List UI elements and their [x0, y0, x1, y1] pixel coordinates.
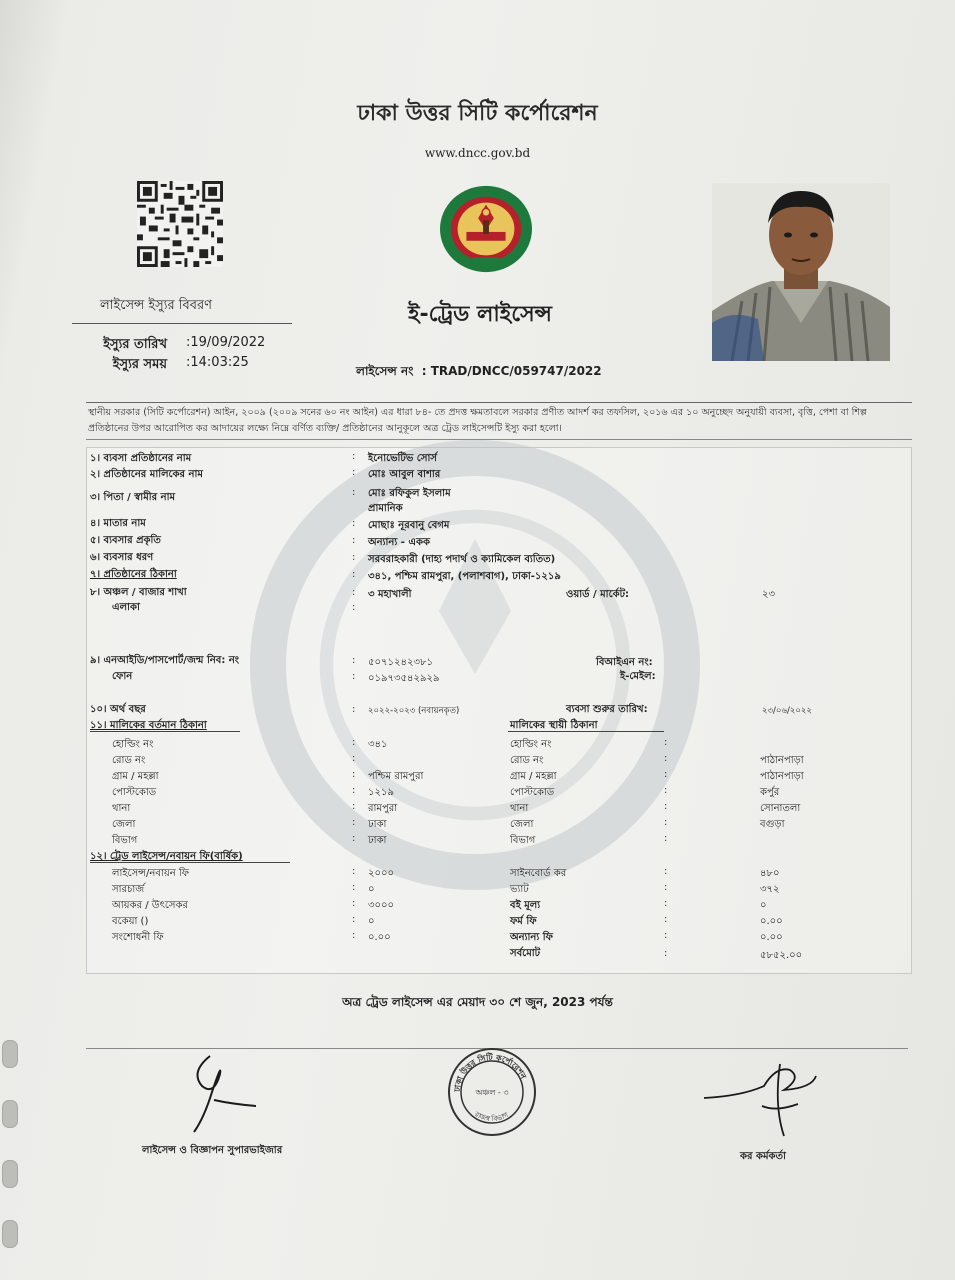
colon: : [664, 898, 668, 909]
colon: : [352, 467, 356, 478]
field-3-label: ৩। পিতা / স্বামীর নাম [90, 492, 176, 503]
fee-label: লাইসেন্স/নবায়ন ফি [112, 868, 190, 879]
address-label: থানা [112, 803, 131, 814]
colon: : [664, 948, 668, 959]
fee-right-value: ০.০০ [760, 916, 783, 927]
colon: : [352, 817, 356, 828]
permanent-address-value: সোনাতলা [760, 803, 801, 814]
field-9-value: ৫০৭১২৪২৩৮১ [368, 657, 433, 668]
colon: : [352, 704, 356, 715]
issue-time-label: ইস্যুর সময় [112, 357, 167, 372]
colon: : [664, 882, 668, 893]
colon: : [664, 914, 668, 925]
field-1-value: ইনোভেটিভ সোর্স [368, 453, 437, 464]
address-label: গ্রাম / মহল্লা [112, 771, 159, 782]
issue-time-value: :14:03:25 [186, 355, 249, 370]
colon: : [352, 655, 356, 666]
license-number-label: লাইসেন্স নং [356, 364, 414, 378]
total-value: ৫৮৫২.০০ [760, 950, 803, 961]
license-number [356, 363, 602, 383]
issue-date-label: ইস্যুর তারিখ [103, 337, 167, 352]
field-2-value: মোঃ আবুল বাশার [368, 469, 441, 480]
punch-hole [2, 1220, 18, 1248]
stamp-zone: অঞ্চল - ৩ [475, 1088, 509, 1097]
fees-section-label: ১২। ট্রেড লাইসেন্স/নবায়ন ফি(বার্ষিক) [90, 851, 243, 862]
colon: : [352, 914, 356, 925]
colon: : [664, 817, 668, 828]
colon: : [352, 737, 356, 748]
colon: : [664, 785, 668, 796]
divider [90, 731, 240, 732]
permanent-address-field-label: গ্রাম / মহল্লা [510, 771, 557, 782]
colon: : [352, 785, 356, 796]
colon: : [352, 552, 356, 563]
address-section-label: ১১। মালিকের বর্তমান ঠিকানা [90, 720, 207, 731]
license-number-value: : TRAD/DNCC/059747/2022 [421, 364, 602, 378]
current-address-value: রামপুরা [368, 803, 398, 814]
field-8-label-cont: এলাকা [112, 602, 140, 613]
ward-value: ২৩ [762, 589, 776, 600]
field-8-value: ৩ মহাখালী [368, 589, 412, 600]
colon: : [664, 866, 668, 877]
issue-date-value: :19/09/2022 [186, 335, 266, 350]
colon: : [352, 587, 356, 598]
issue-section-title: লাইসেন্স ইস্যুর বিবরণ [100, 298, 212, 313]
fee-value: ০ [368, 916, 375, 927]
ward-label: ওয়ার্ড / মার্কেট: [566, 589, 630, 600]
permanent-address-field-label: বিভাগ [510, 835, 536, 846]
fee-right-label: ভ্যাট [510, 884, 529, 895]
fee-value: ৩০০০ [368, 900, 395, 911]
license-title: ই-ট্রেড লাইসেন্স [408, 302, 552, 327]
stamp-text: ঢাকা উত্তর সিটি কর্পোরেশন [452, 1052, 528, 1093]
colon: : [352, 801, 356, 812]
total-label: সর্বমোট [510, 948, 541, 959]
colon: : [352, 535, 356, 546]
supervisor-label: লাইসেন্স ও বিজ্ঞাপন সুপারভাইজার [142, 1145, 283, 1156]
colon: : [664, 737, 668, 748]
colon: : [664, 801, 668, 812]
field-7-label: ৭। প্রতিষ্ঠানের ঠিকানা [90, 569, 177, 580]
start-date-value: ২৩/০৬/২০২২ [762, 706, 812, 716]
zone-stamp-icon [446, 1046, 538, 1138]
address-label: পোস্টকোড [112, 787, 157, 798]
field-4-label: ৪। মাতার নাম [90, 518, 146, 529]
current-address-value: ৩৪১ [368, 739, 388, 750]
phone-value: ০১৯৭৩৫৪২৯২৯ [368, 673, 440, 684]
permanent-address-field-label: হোল্ডিং নং [510, 739, 552, 750]
colon: : [352, 866, 356, 877]
email-label: ই-মেইল: [620, 671, 656, 682]
fee-value: ০.০০ [368, 932, 391, 943]
fee-right-label: বই মূল্য [510, 900, 541, 911]
colon: : [352, 833, 356, 844]
dncc-seal-icon [437, 183, 535, 275]
fee-right-label: সাইনবোর্ড কর [510, 868, 567, 879]
divider [508, 731, 664, 732]
punch-hole [2, 1100, 18, 1128]
colon: : [352, 518, 356, 529]
fee-right-label: ফর্ম ফি [510, 916, 537, 927]
fee-value: ২০০০ [368, 868, 395, 879]
permanent-address-field-label: পোস্টকোড [510, 787, 555, 798]
field-1-label: ১। ব্যবসা প্রতিষ্ঠানের নাম [90, 453, 192, 464]
bin-label: বিআইএন নং: [596, 657, 653, 668]
permanent-address-label: মালিকের স্থায়ী ঠিকানা [510, 720, 598, 731]
website-url: www.dncc.gov.bd [424, 146, 531, 160]
colon: : [352, 769, 356, 780]
field-9-label: ৯। এনআইডি/পাসপোর্ট/জন্ম নিব: নং [90, 655, 240, 666]
qr-code-icon [135, 181, 225, 267]
address-label: রোড নং [112, 755, 146, 766]
colon: : [352, 898, 356, 909]
field-4-value: মোছাঃ নূরবানু বেগম [368, 520, 450, 531]
intro-paragraph: স্থানীয় সরকার (সিটি কর্পোরেশন) আইন, ২০০৯ (২০০৯ সনের ৬০ নং আইন) এর ধারা ৮৪- তে প্রদত্ত ক্ষমতাবলে সরকার প্রণীত আদর্শ কর তফসিল, ২০১৬ এর ১০ অনুচ্ছেদ অনুযায়ী ব্যবসা, বৃত্তি, পেশা বা শিল্প প্রতিষ্ঠানের উপর আরোপিত কর আদায়ের লক্ষ্যে নিম্নে বর্ণিত ব্যক্তি/ প্রতিষ্ঠানের আনুকূলে অত্র ট্রেড লাইসেন্সটি ইস্যু করা হলো। [86, 402, 912, 440]
tax-officer-signature-icon [702, 1056, 832, 1142]
colon: : [352, 671, 356, 682]
fee-value: ০ [368, 884, 375, 895]
current-address-value: ঢাকা [368, 835, 387, 846]
field-8-label: ৮। অঞ্চল / বাজার শাখা [90, 587, 187, 598]
punch-hole [2, 1040, 18, 1068]
permanent-address-field-label: রোড নং [510, 755, 544, 766]
fee-label: সংশোধনী ফি [112, 932, 164, 943]
validity-statement: অত্র ট্রেড লাইসেন্স এর মেয়াদ ৩০ শে জুন, 2023 পর্যন্ত [342, 995, 613, 1009]
fee-label: বকেয়া () [112, 916, 149, 927]
tax-officer-label: কর কর্মকর্তা [740, 1151, 786, 1162]
field-10-label: ১০। অর্থ বছর [90, 704, 146, 715]
issue-divider [72, 323, 292, 324]
permanent-address-field-label: থানা [510, 803, 529, 814]
field-7-value: ৩৪১, পশ্চিম রামপুরা, (পলাশবাগ), ঢাকা-১২১৯ [368, 571, 561, 582]
start-date-label: ব্যবসা শুরুর তারিখ: [566, 704, 648, 715]
colon: : [352, 930, 356, 941]
address-label: বিভাগ [112, 835, 138, 846]
current-address-value: ১২১৯ [368, 787, 394, 798]
field-5-label: ৫। ব্যবসার প্রকৃতি [90, 535, 161, 546]
colon: : [352, 882, 356, 893]
current-address-value: ঢাকা [368, 819, 387, 830]
field-6-label: ৬। ব্যবসার ধরণ [90, 552, 154, 563]
current-address-value: পশ্চিম রামপুরা [368, 771, 424, 782]
field-10-value: ২০২২-২০২৩ (নবায়নকৃত) [368, 706, 460, 716]
supervisor-signature-icon [180, 1052, 270, 1136]
permanent-address-value: কর্পুর [760, 787, 780, 798]
colon: : [664, 753, 668, 764]
field-3-value: মোঃ রফিকুল ইসলাম [368, 488, 451, 499]
phone-label: ফোন [112, 671, 133, 682]
address-label: জেলা [112, 819, 136, 830]
colon: : [352, 451, 356, 462]
permanent-address-value: পাঠানপাড়া [760, 755, 804, 766]
permanent-address-field-label: জেলা [510, 819, 534, 830]
permanent-address-value: পাঠানপাড়া [760, 771, 804, 782]
fee-label: আয়কর / উৎসেকর [112, 900, 189, 911]
fee-label: সারচার্জ [112, 884, 145, 895]
colon: : [664, 769, 668, 780]
field-3-value-cont: প্রামানিক [368, 503, 403, 514]
permanent-address-value: বগুড়া [760, 819, 785, 830]
fee-right-label: অন্যান্য ফি [510, 932, 553, 943]
fee-right-value: ৪৮০ [760, 868, 780, 879]
punch-hole [2, 1160, 18, 1188]
field-6-value: সরবরাহকারী (দাহ্য পদার্থ ও ক্যামিকেল ব্যতিত) [368, 554, 556, 565]
colon: : [352, 487, 356, 498]
fee-right-value: ৩৭২ [760, 884, 780, 895]
fee-right-value: ০.০০ [760, 932, 783, 943]
colon: : [664, 930, 668, 941]
field-5-value: অন্যান্য - একক [368, 537, 431, 548]
address-label: হোল্ডিং নং [112, 739, 154, 750]
divider [90, 862, 290, 863]
field-2-label: ২। প্রতিষ্ঠানের মালিকের নাম [90, 469, 203, 480]
corporation-title: ঢাকা উত্তর সিটি কর্পোরেশন [357, 101, 598, 126]
colon: : [664, 833, 668, 844]
colon: : [352, 753, 356, 764]
fee-right-value: ০ [760, 900, 767, 911]
colon: : [352, 569, 356, 580]
colon: : [352, 602, 356, 613]
owner-photo [712, 183, 890, 361]
stamp-bottom: রাজস্ব বিভাগ [473, 1110, 510, 1124]
